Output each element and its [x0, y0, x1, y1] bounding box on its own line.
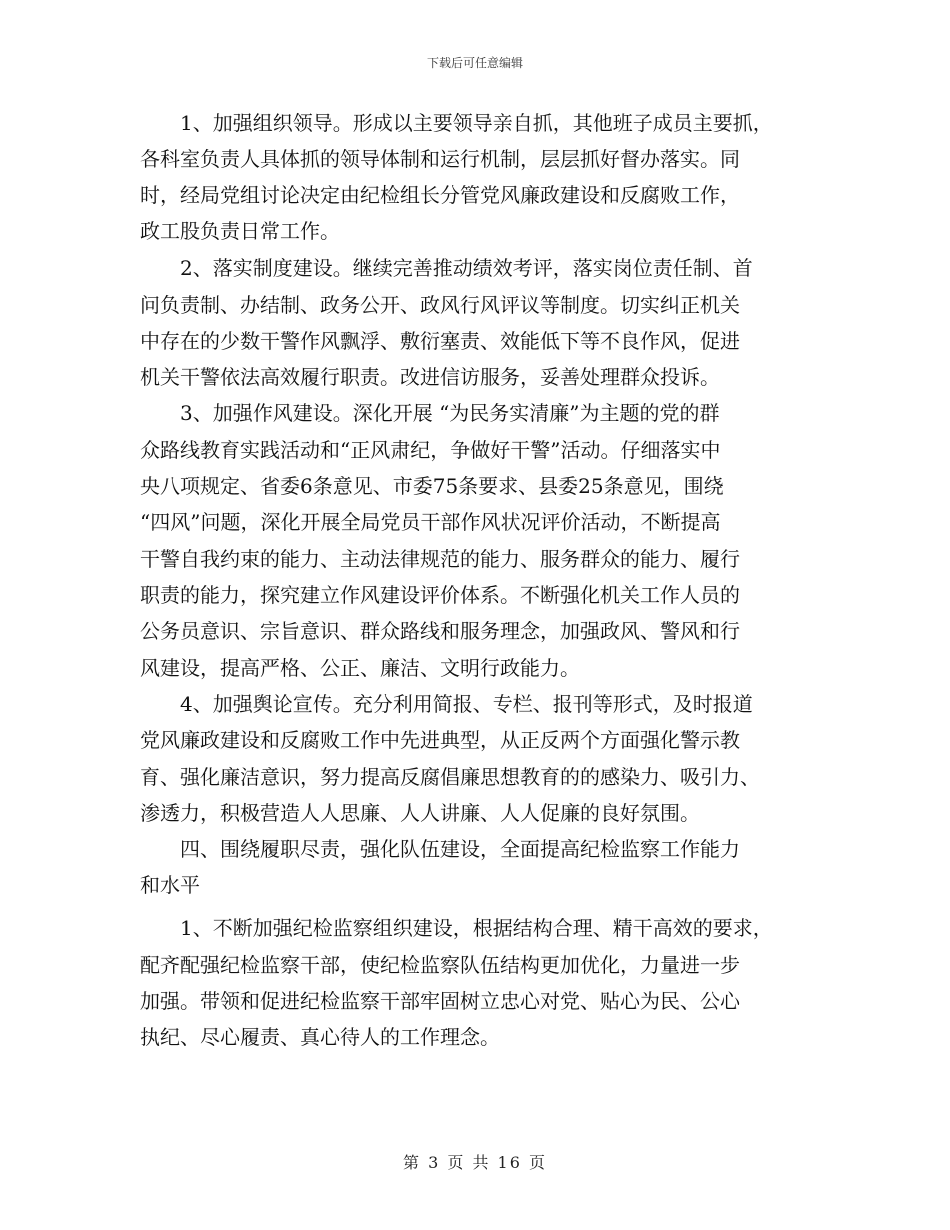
- text-line: 干警自我约束的能力、主动法律规范的能力、服务群众的能力、履行: [140, 547, 740, 571]
- text-line: 众路线教育实践活动和“正风肃纪，争做好干警”活动。仔细落实中: [140, 438, 721, 462]
- text-line: 风建设，提高严格、公正、廉洁、文明行政能力。: [140, 656, 580, 680]
- text-line: 渗透力，积极营造人人思廉、人人讲廉、人人促廉的良好氛围。: [140, 801, 700, 825]
- text-line: 1、加强组织领导。形成以主要领导亲自抓，其他班子成员主要抓，: [180, 111, 773, 135]
- page-number: 第 3 页 共 16 页: [403, 1153, 547, 1172]
- text-line: 问负责制、办结制、政务公开、政风行风评议等制度。切实纠正机关: [140, 293, 740, 317]
- text-line: 2、落实制度建设。继续完善推动绩效考评，落实岗位责任制、首: [180, 256, 753, 280]
- section-heading-line: 和水平: [140, 873, 200, 897]
- text-line: 执纪、尽心履责、真心待人的工作理念。: [140, 1025, 500, 1049]
- text-line: 机关干警依法高效履行职责。改进信访服务，妥善处理群众投诉。: [140, 365, 720, 389]
- text-line: 各科室负责人具体抓的领导体制和运行机制，层层抓好督办落实。同: [140, 147, 740, 171]
- text-line: 1、不断加强纪检监察组织建设，根据结构合理、精干高效的要求，: [180, 916, 773, 940]
- text-line: 时，经局党组讨论决定由纪检组长分管党风廉政建设和反腐败工作，: [140, 183, 740, 207]
- text-line: “四风”问题，深化开展全局党员干部作风状况评价活动，不断提高: [140, 510, 721, 534]
- text-line: 公务员意识、宗旨意识、群众路线和服务理念，加强政风、警风和行: [140, 619, 740, 643]
- section-heading-line: 四、围绕履职尽责，强化队伍建设，全面提高纪检监察工作能力: [180, 837, 740, 861]
- text-line: 党风廉政建设和反腐败工作中先进典型，从正反两个方面强化警示教: [140, 728, 740, 752]
- text-line: 3、加强作风建设。深化开展 “为民务实清廉”为主题的党的群: [180, 401, 720, 425]
- text-line: 加强。带领和促进纪检监察干部牢固树立忠心对党、贴心为民、公心: [140, 989, 740, 1013]
- text-line: 央八项规定、省委6条意见、市委75条要求、县委25条意见，围绕: [140, 474, 724, 498]
- text-line: 职责的能力，探究建立作风建设评价体系。不断强化机关工作人员的: [140, 583, 740, 607]
- text-line: 4、加强舆论宣传。充分利用简报、专栏、报刊等形式，及时报道: [180, 692, 753, 716]
- page-header-note: 下载后可任意编辑: [426, 56, 523, 70]
- text-line: 育、强化廉洁意识，努力提高反腐倡廉思想教育的的感染力、吸引力、: [140, 765, 760, 789]
- text-line: 政工股负责日常工作。: [140, 219, 340, 243]
- text-line: 配齐配强纪检监察干部，使纪检监察队伍结构更加优化，力量进一步: [140, 953, 740, 977]
- text-line: 中存在的少数干警作风飘浮、敷衍塞责、效能低下等不良作风，促进: [140, 329, 740, 353]
